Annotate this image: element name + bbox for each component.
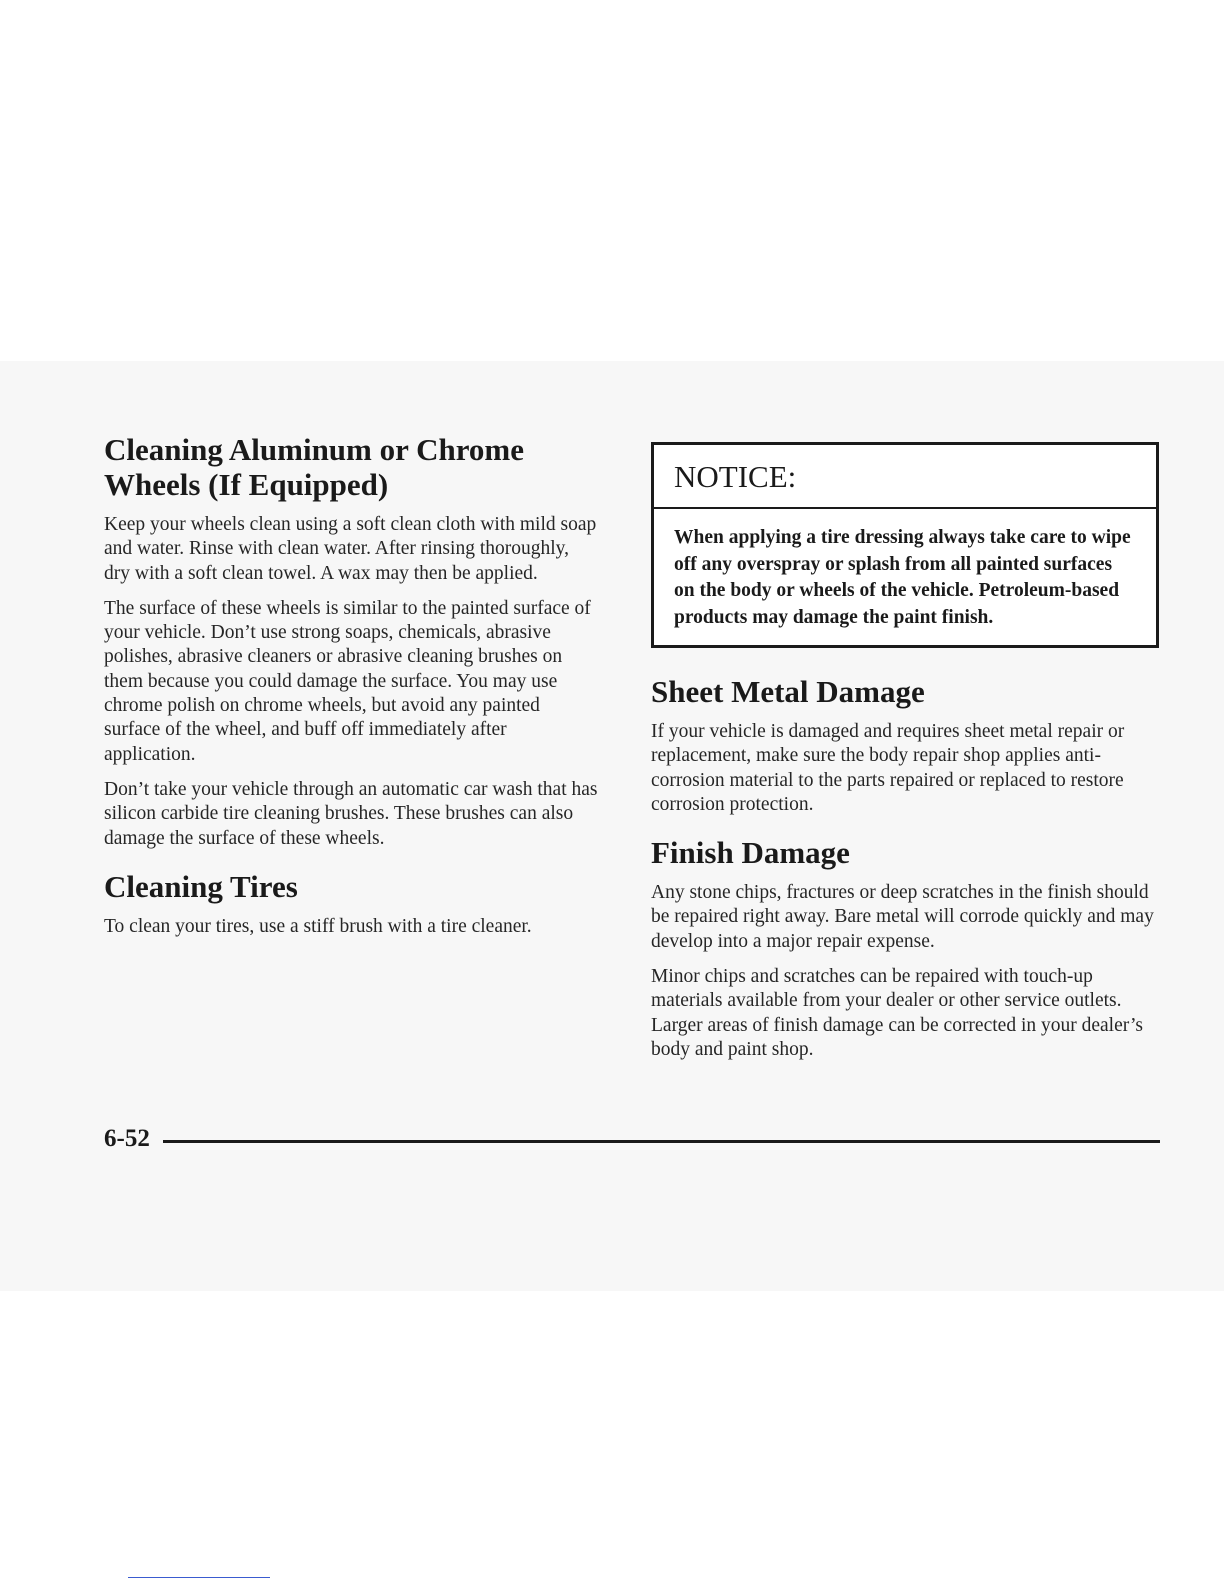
notice-heading: NOTICE: <box>654 445 1156 509</box>
wheels-paragraph-3: Don’t take your vehicle through an automatic car wash that has silicon carbide tire cleaning brushes. These brushes can also damage the surface of these wheels. <box>104 778 598 849</box>
finish-paragraph-2: Minor chips and scratches can be repaired with touch-up materials available from your dealer or other service outlets. Larger areas of finish damage can be corrected in your dealer’s body and paint shop. <box>651 966 1143 1060</box>
footer-rule <box>163 1140 1160 1143</box>
page-footer <box>104 1124 1160 1154</box>
heading-cleaning-wheels-line1: Cleaning Aluminum or Chrome <box>104 432 524 467</box>
notice-box <box>651 442 1159 648</box>
sheet-metal-paragraph-1: If your vehicle is damaged and requires sheet metal repair or replacement, make sure the body repair shop applies anti-corrosion material to the parts repaired or replaced to restore corrosion protection. <box>651 721 1125 815</box>
heading-sheet-metal-damage: Sheet Metal Damage <box>651 674 925 709</box>
heading-cleaning-wheels <box>104 432 599 502</box>
wheels-paragraph-1: Keep your wheels clean using a soft clean cloth with mild soap and water. Rinse with clean water. After rinsing thoroughly, dry with a soft clean towel. A wax may then be applied. <box>104 514 597 584</box>
heading-finish-damage: Finish Damage <box>651 835 850 871</box>
heading-cleaning-wheels-line2: Wheels (If Equipped) <box>104 467 389 502</box>
notice-body: When applying a tire dressing always take care to wipe off any overspray or splash from all painted surfaces on the body or wheels of the vehicle. Petroleum-based products may damage the paint finish. <box>674 527 1131 628</box>
right-column <box>651 442 1165 1073</box>
left-column <box>104 432 599 950</box>
finish-paragraph-1: Any stone chips, fractures or deep scratches in the finish should be repaired right away. Bare metal will corrode quickly and may develop into a major repair expense. <box>651 882 1154 952</box>
wheels-paragraph-2: The surface of these wheels is similar to the painted surface of your vehicle. Don’t use strong soaps, chemicals, abrasive polishes, abrasive cleaners or abrasive cleaning brushes on them because you could damage the surface. You may use chrome polish on chrome wheels, but avoid any painted surface of the wheel, and buff off immediately after application. <box>104 597 591 765</box>
tires-paragraph-1: To clean your tires, use a stiff brush with a tire cleaner. <box>104 915 532 937</box>
bottom-link-underline <box>128 1577 270 1578</box>
page-number: 6-52 <box>104 1125 150 1152</box>
heading-cleaning-tires: Cleaning Tires <box>104 868 298 904</box>
